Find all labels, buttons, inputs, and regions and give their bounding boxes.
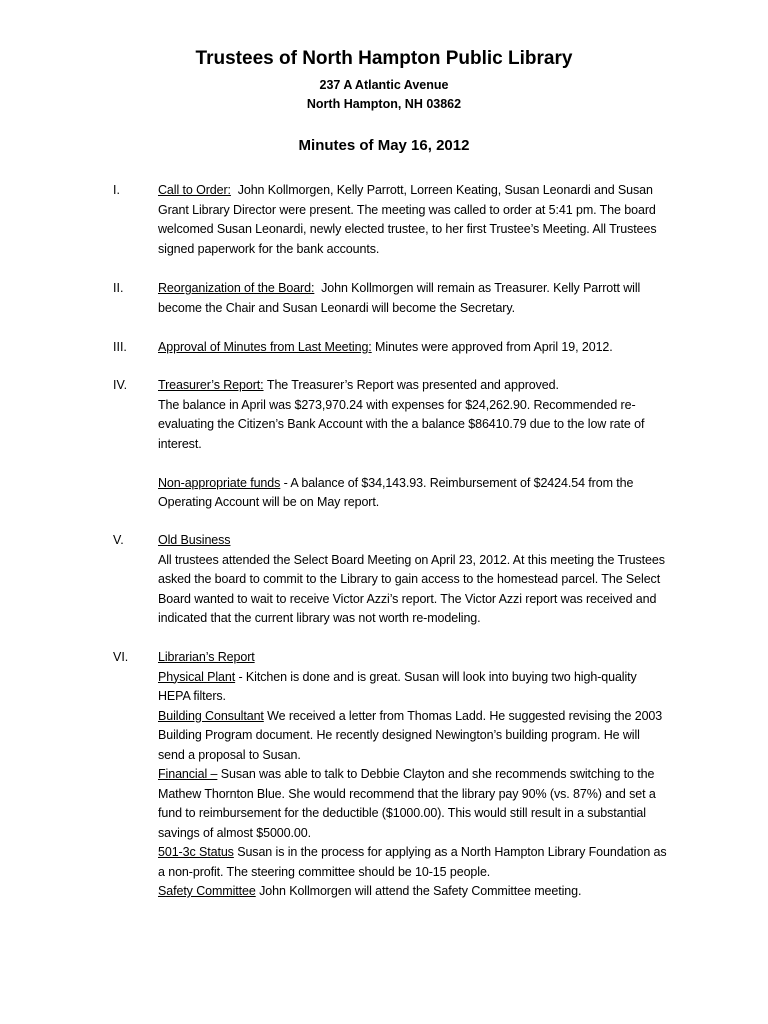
- section-body: [158, 279, 668, 318]
- section-body: [158, 648, 668, 902]
- section-text: Minutes were approved from April 19, 2012.: [375, 340, 613, 354]
- section-numeral: II.: [113, 281, 124, 295]
- report-item-physical-plant: [158, 668, 668, 707]
- report-item-label: Safety Committee: [158, 884, 256, 898]
- section-numeral: IV.: [113, 378, 128, 392]
- section-heading: Treasurer’s Report:: [158, 378, 264, 392]
- section-paragraph: The balance in April was $273,970.24 with expenses for $24,262.90. Recommended re-evaluating the Citizen’s Bank Account with the a balance $86410.79 due to the low rate of interest.: [158, 397, 645, 451]
- report-item-label: Physical Plant: [158, 669, 236, 684]
- document-title: Trustees of North Hampton Public Library: [195, 48, 573, 69]
- section-body: [158, 338, 668, 358]
- section-numeral: VI.: [113, 650, 129, 664]
- report-item-label: Building Consultant: [158, 708, 264, 723]
- section-numeral: III.: [113, 340, 127, 354]
- report-item-text: John Kollmorgen will attend the Safety Committee meeting.: [255, 884, 582, 898]
- report-item-financial: [158, 765, 668, 843]
- report-item-building-consultant: [158, 707, 668, 766]
- report-item-text: - Kitchen is done and is great. Susan will look into buying two high-quality HEPA filters.: [158, 669, 637, 703]
- section-text: John Kollmorgen, Kelly Parrott, Lorreen Keating, Susan Leonardi and Susan Grant Library Director were present. The meeting was called to order at 5:41 pm. The board welcomed Susan Leonardi, newly elected trustee, to her first Trustee’s Meeting. All Trustees signed paperwork for the bank accounts.: [158, 183, 657, 256]
- section-heading: Call to Order:: [158, 183, 231, 197]
- section-heading: Old Business: [158, 533, 231, 547]
- section-numeral: I.: [113, 183, 120, 197]
- report-item-text: We received a letter from Thomas Ladd. He suggested revising the 2003 Building Program document. He recently designed Newington’s building program. He will send a proposal to Susan.: [158, 708, 663, 762]
- report-item-501-3c-status: [158, 843, 668, 882]
- section-numeral: V.: [113, 533, 124, 547]
- report-item-label: 501-3c Status: [158, 845, 234, 859]
- section-body: [158, 376, 668, 513]
- minutes-title: Minutes of May 16, 2012: [298, 137, 470, 154]
- address-line-2: North Hampton, NH 03862: [306, 97, 462, 111]
- section-body: [158, 531, 668, 629]
- section-text: The Treasurer’s Report was presented and approved.: [266, 378, 559, 392]
- report-item-safety-committee: [158, 882, 668, 902]
- non-appropriate-funds-text: - A balance of $34,143.93. Reimbursement of $2424.54 from the Operating Account will be on May report.: [158, 475, 634, 509]
- section-body: [158, 181, 668, 259]
- address-line-1: 237 A Atlantic Avenue: [319, 78, 449, 92]
- report-item-text: Susan is in the process for applying as a North Hampton Library Foundation as a non-profit. The steering committee should be 10-15 people.: [158, 845, 667, 879]
- section-text: All trustees attended the Select Board Meeting on April 23, 2012. At this meeting the Trustees asked the board to commit to the Library to gain access to the homestead parcel. The Select Board wanted to wait to receive Victor Azzi’s report. The Victor Azzi report was received and indicated that the current library was not worth re-modeling.: [158, 552, 665, 625]
- section-heading: Librarian’s Report: [158, 650, 255, 664]
- report-item-label: Financial –: [158, 767, 218, 781]
- section-text: John Kollmorgen will remain as Treasurer. Kelly Parrott will become the Chair and Susan Leonardi will become the Secretary.: [158, 281, 641, 315]
- section-heading: Reorganization of the Board:: [158, 281, 315, 295]
- report-item-text: Susan was able to talk to Debbie Clayton and she recommends switching to the Mathew Thornton Blue. She would recommend that the library pay 90% (vs. 87%) and set a fund to reimbursement for the deductible ($1000.00). This would still result in a substantial savings of almost $5000.00.: [158, 767, 656, 840]
- non-appropriate-funds-heading: Non-appropriate funds: [158, 475, 281, 490]
- section-heading: Approval of Minutes from Last Meeting:: [158, 340, 372, 354]
